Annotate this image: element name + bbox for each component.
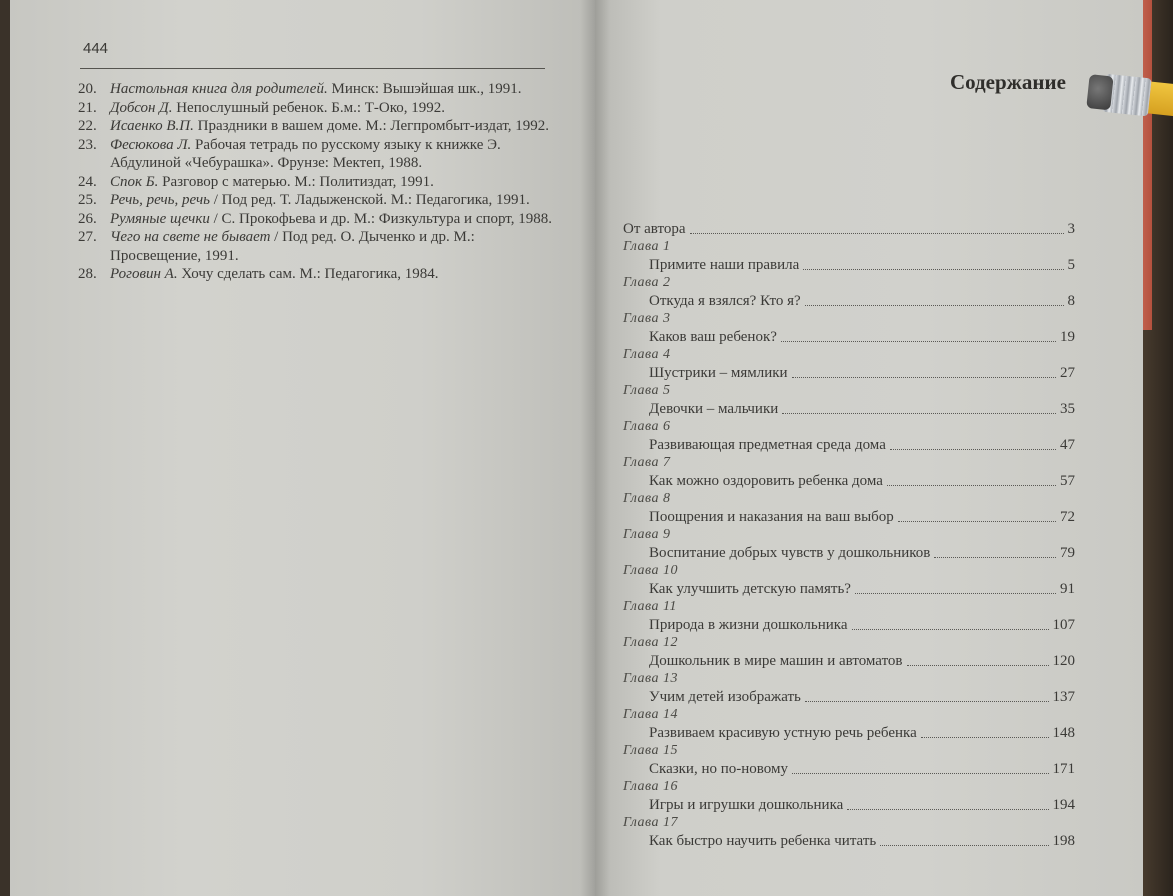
leader-dots bbox=[781, 341, 1056, 342]
chapter-label: Глава 6 bbox=[623, 419, 671, 434]
toc-entry-title: Примите наши правила bbox=[649, 257, 800, 273]
item-number: 23. bbox=[78, 136, 97, 153]
toc-entry-page: 79 bbox=[1060, 545, 1075, 561]
toc-entry[interactable] bbox=[623, 616, 1075, 634]
toc-entry-page: 27 bbox=[1060, 365, 1075, 381]
toc-entry-title: Учим детей изображать bbox=[649, 689, 801, 705]
chapter-label: Глава 7 bbox=[623, 455, 671, 470]
toc-entry-title: Игры и игрушки дошкольника bbox=[649, 797, 844, 813]
item-number: 24. bbox=[78, 173, 97, 190]
leader-dots bbox=[887, 485, 1056, 486]
item-details: Непослушный ребенок. Б.м.: Т-Око, 1992. bbox=[176, 99, 446, 116]
toc-preface[interactable] bbox=[623, 220, 1075, 238]
toc-entry[interactable] bbox=[623, 832, 1075, 850]
toc-entry-page: 107 bbox=[1052, 617, 1075, 633]
toc-entry-title: Природа в жизни дошкольника bbox=[649, 617, 848, 633]
toc-entry-page: 47 bbox=[1060, 437, 1075, 453]
toc-entry[interactable] bbox=[623, 472, 1075, 490]
item-details: Разговор с матерью. М.: Политиздат, 1991. bbox=[162, 173, 434, 190]
toc-entry[interactable] bbox=[623, 580, 1075, 598]
toc-entry[interactable] bbox=[623, 328, 1075, 346]
chapter-label: Глава 4 bbox=[623, 347, 671, 362]
pencil-eraser bbox=[1086, 74, 1113, 110]
toc-entry-page: 198 bbox=[1052, 833, 1075, 849]
toc-entry[interactable] bbox=[623, 760, 1075, 778]
item-number: 28. bbox=[78, 266, 97, 282]
bibliography-item bbox=[78, 136, 558, 173]
item-details: / Под ред. О. Дыченко и др. М.: Просвещение, 1991. bbox=[110, 229, 475, 264]
toc-entry-title: Как быстро научить ребенка читать bbox=[649, 833, 877, 849]
chapter-label: Глава 15 bbox=[623, 743, 678, 758]
leader-dots bbox=[907, 665, 1049, 666]
toc-entry[interactable] bbox=[623, 652, 1075, 670]
chapter-label: Глава 8 bbox=[623, 491, 671, 506]
toc-entry[interactable] bbox=[623, 724, 1075, 742]
leader-dots bbox=[921, 737, 1049, 738]
item-details: / Под ред. Т. Ладыженской. М.: Педагогика, 1991. bbox=[213, 192, 530, 208]
leader-dots bbox=[805, 305, 1064, 306]
bibliography-item bbox=[78, 117, 558, 136]
toc-entry-title: Девочки – мальчики bbox=[649, 401, 779, 417]
item-author: Спок Б. bbox=[110, 173, 159, 190]
bibliography-list bbox=[78, 80, 558, 284]
leader-dots bbox=[880, 845, 1048, 846]
toc-entry[interactable] bbox=[623, 688, 1075, 706]
item-details: Праздники в вашем доме. М.: Легпромбыт-издат, 1992. bbox=[197, 118, 550, 134]
item-author: Исаенко В.П. bbox=[110, 118, 194, 134]
toc-entry[interactable] bbox=[623, 292, 1075, 310]
chapter-label: Глава 11 bbox=[623, 599, 677, 614]
toc-title: Содержание bbox=[950, 70, 1066, 94]
leader-dots bbox=[852, 629, 1049, 630]
bibliography-item bbox=[78, 99, 558, 118]
toc-entry-title: Воспитание добрых чувств у дошкольников bbox=[649, 545, 931, 561]
chapter-label: Глава 12 bbox=[623, 635, 678, 650]
item-number: 27. bbox=[78, 229, 97, 245]
bibliography-item bbox=[78, 191, 558, 210]
toc-entry-title: Дошкольник в мире машин и автоматов bbox=[649, 653, 903, 669]
toc-entry-page: 137 bbox=[1052, 689, 1075, 705]
toc-entry-page: 148 bbox=[1052, 725, 1075, 741]
toc-entry-title: От автора bbox=[623, 221, 686, 237]
item-author: Добсон Д. bbox=[110, 99, 173, 116]
toc-entry-page: 72 bbox=[1060, 509, 1075, 525]
leader-dots bbox=[934, 557, 1056, 558]
chapter-label: Глава 13 bbox=[623, 671, 678, 686]
bibliography-item bbox=[78, 80, 558, 99]
leader-dots bbox=[805, 701, 1049, 702]
leader-dots bbox=[792, 773, 1049, 774]
toc-entry-title: Каков ваш ребенок? bbox=[649, 329, 777, 345]
toc-entry-title: Поощрения и наказания на ваш выбор bbox=[649, 509, 894, 525]
bibliography-item bbox=[78, 173, 558, 192]
item-number: 26. bbox=[78, 210, 97, 227]
chapter-label: Глава 3 bbox=[623, 311, 671, 326]
toc-entry-title: Как можно оздоровить ребенка дома bbox=[649, 473, 883, 489]
leader-dots bbox=[847, 809, 1048, 810]
toc-entry-page: 57 bbox=[1060, 473, 1075, 489]
item-author: Роговин А. bbox=[110, 266, 178, 282]
item-details: Хочу сделать сам. М.: Педагогика, 1984. bbox=[181, 266, 439, 282]
chapter-label: Глава 5 bbox=[623, 383, 671, 398]
item-author: Настольная книга для родителей. bbox=[110, 81, 328, 97]
item-author: Румяные щечки bbox=[110, 210, 210, 227]
chapter-label: Глава 17 bbox=[623, 815, 678, 830]
item-number: 21. bbox=[78, 99, 97, 116]
toc-entry-title: Развиваем красивую устную речь ребенка bbox=[649, 725, 917, 741]
toc-entry[interactable] bbox=[623, 544, 1075, 562]
item-details: / С. Прокофьева и др. М.: Физкультура и спорт, 1988. bbox=[213, 210, 552, 227]
leader-dots bbox=[792, 377, 1056, 378]
toc-entry-page: 19 bbox=[1060, 329, 1075, 345]
table-of-contents bbox=[623, 220, 1075, 850]
item-author: Чего на свете не бывает bbox=[110, 229, 271, 245]
leader-dots bbox=[782, 413, 1056, 414]
toc-entry[interactable] bbox=[623, 508, 1075, 526]
toc-entry[interactable] bbox=[623, 436, 1075, 454]
chapter-label: Глава 2 bbox=[623, 275, 671, 290]
pencil-wood bbox=[1148, 82, 1173, 118]
chapter-label: Глава 14 bbox=[623, 707, 678, 722]
bibliography-item bbox=[78, 210, 558, 229]
item-author: Речь, речь, речь bbox=[110, 192, 210, 208]
item-details: Минск: Вышэйшая шк., 1991. bbox=[331, 81, 522, 97]
toc-entry-title: Сказки, но по-новому bbox=[649, 761, 788, 777]
header-rule bbox=[80, 68, 545, 69]
chapter-label: Глава 9 bbox=[623, 527, 671, 542]
item-number: 22. bbox=[78, 118, 97, 134]
toc-entry-title: Шустрики – мямлики bbox=[649, 365, 788, 381]
toc-entry-page: 194 bbox=[1052, 797, 1075, 813]
toc-entry-page: 171 bbox=[1052, 761, 1075, 777]
page-number: 444 bbox=[83, 40, 109, 57]
toc-entry-title: Откуда я взялся? Кто я? bbox=[649, 293, 801, 309]
toc-entry-page: 3 bbox=[1067, 221, 1075, 237]
item-details: Рабочая тетрадь по русскому языку к книжке Э. Абдулиной «Чебурашка». Фрунзе: Мектеп, 1988. bbox=[110, 136, 501, 171]
leader-dots bbox=[690, 233, 1064, 234]
item-author: Фесюкова Л. bbox=[110, 136, 192, 153]
toc-entry-page: 91 bbox=[1060, 581, 1075, 597]
chapter-label: Глава 16 bbox=[623, 779, 678, 794]
toc-entry[interactable] bbox=[623, 256, 1075, 274]
toc-entry[interactable] bbox=[623, 796, 1075, 814]
toc-entry[interactable] bbox=[623, 364, 1075, 382]
chapter-label: Глава 1 bbox=[623, 239, 671, 254]
toc-entry-title: Развивающая предметная среда дома bbox=[649, 437, 886, 453]
chapter-label: Глава 10 bbox=[623, 563, 678, 578]
bibliography-item bbox=[78, 228, 558, 265]
bibliography-item bbox=[78, 265, 558, 284]
leader-dots bbox=[855, 593, 1056, 594]
toc-entry-page: 5 bbox=[1067, 257, 1075, 273]
book-gutter bbox=[580, 0, 610, 896]
leader-dots bbox=[803, 269, 1063, 270]
leader-dots bbox=[898, 521, 1056, 522]
toc-entry[interactable] bbox=[623, 400, 1075, 418]
leader-dots bbox=[890, 449, 1056, 450]
toc-entry-page: 35 bbox=[1060, 401, 1075, 417]
toc-entry-page: 8 bbox=[1067, 293, 1075, 309]
item-number: 25. bbox=[78, 192, 97, 208]
item-number: 20. bbox=[78, 81, 97, 97]
toc-entry-title: Как улучшить детскую память? bbox=[649, 581, 851, 597]
toc-entry-page: 120 bbox=[1052, 653, 1075, 669]
